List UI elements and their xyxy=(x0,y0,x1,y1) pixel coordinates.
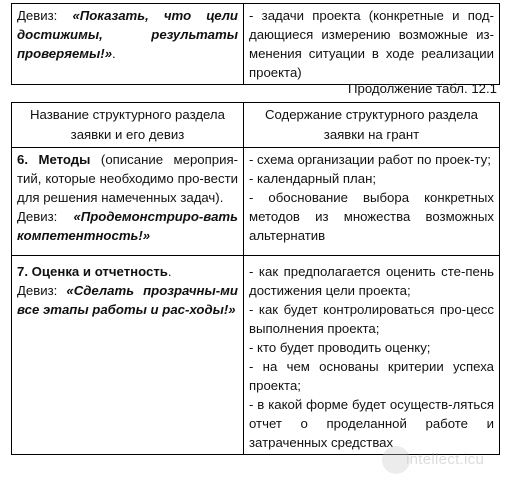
continuation-note: Продолжение табл. 12.1 xyxy=(348,81,497,96)
content-item: - схема организации работ по проек-ту; xyxy=(249,152,491,167)
content-item: - задачи проекта (конкретные и под-дающиеся измерению возможные из-менения ситуации в ходе реализации проекта) xyxy=(249,8,494,80)
header-col1: Название структурного раздела заявки и его девиз xyxy=(12,103,244,148)
section-cell xyxy=(12,4,244,85)
section-title: 7. Оценка и отчетность xyxy=(17,264,168,279)
content-item: - календарный план; xyxy=(249,171,377,186)
section-cell xyxy=(12,148,244,256)
section-cell xyxy=(12,256,244,455)
motto-label: Девиз: xyxy=(17,8,58,23)
table-row xyxy=(12,4,500,85)
content-item: - обоснование выбора конкретных методов из множества возможных альтернатив xyxy=(249,190,494,243)
motto-label: Девиз: xyxy=(17,283,58,298)
section-description: (описание мероприя-тий, которые необходимо про-вести для решения намеченных задач). xyxy=(17,152,238,205)
motto-text: «Показать, что цели достижимы, результаты проверяемы!» xyxy=(17,8,238,61)
content-cell xyxy=(244,4,500,85)
content-cell xyxy=(244,148,500,256)
header-row xyxy=(12,103,500,148)
motto-text: «Продемонстриро-вать компетентность!» xyxy=(17,209,238,243)
content-item: - в какой форме будет осуществ-ляться отчет о проделанной работе и затраченных средствах xyxy=(249,397,494,450)
motto-end: . xyxy=(112,46,116,61)
content-cell xyxy=(244,256,500,455)
top-table-fragment xyxy=(11,3,500,85)
main-table xyxy=(11,102,500,455)
content-item: - как будет контролироваться про-цесс выполнения проекта; xyxy=(249,302,494,336)
content-item: - на чем основаны критерии успеха проекта; xyxy=(249,359,494,393)
table-row xyxy=(12,256,500,455)
header-col2: Содержание структурного раздела заявки на грант xyxy=(244,103,500,148)
watermark xyxy=(382,446,504,476)
content-item: - кто будет проводить оценку; xyxy=(249,340,431,355)
content-item: - как предполагается оценить сте-пень достижения цели проекта; xyxy=(249,264,494,298)
section-title: 6. Методы xyxy=(17,152,91,167)
table-row xyxy=(12,148,500,256)
motto-text: «Сделать прозрачны-ми все этапы работы и рас-ходы!» xyxy=(17,283,238,317)
watermark-text: intellect.icu xyxy=(406,451,485,468)
section-description: . xyxy=(167,264,172,279)
motto-label: Девиз: xyxy=(17,209,58,224)
